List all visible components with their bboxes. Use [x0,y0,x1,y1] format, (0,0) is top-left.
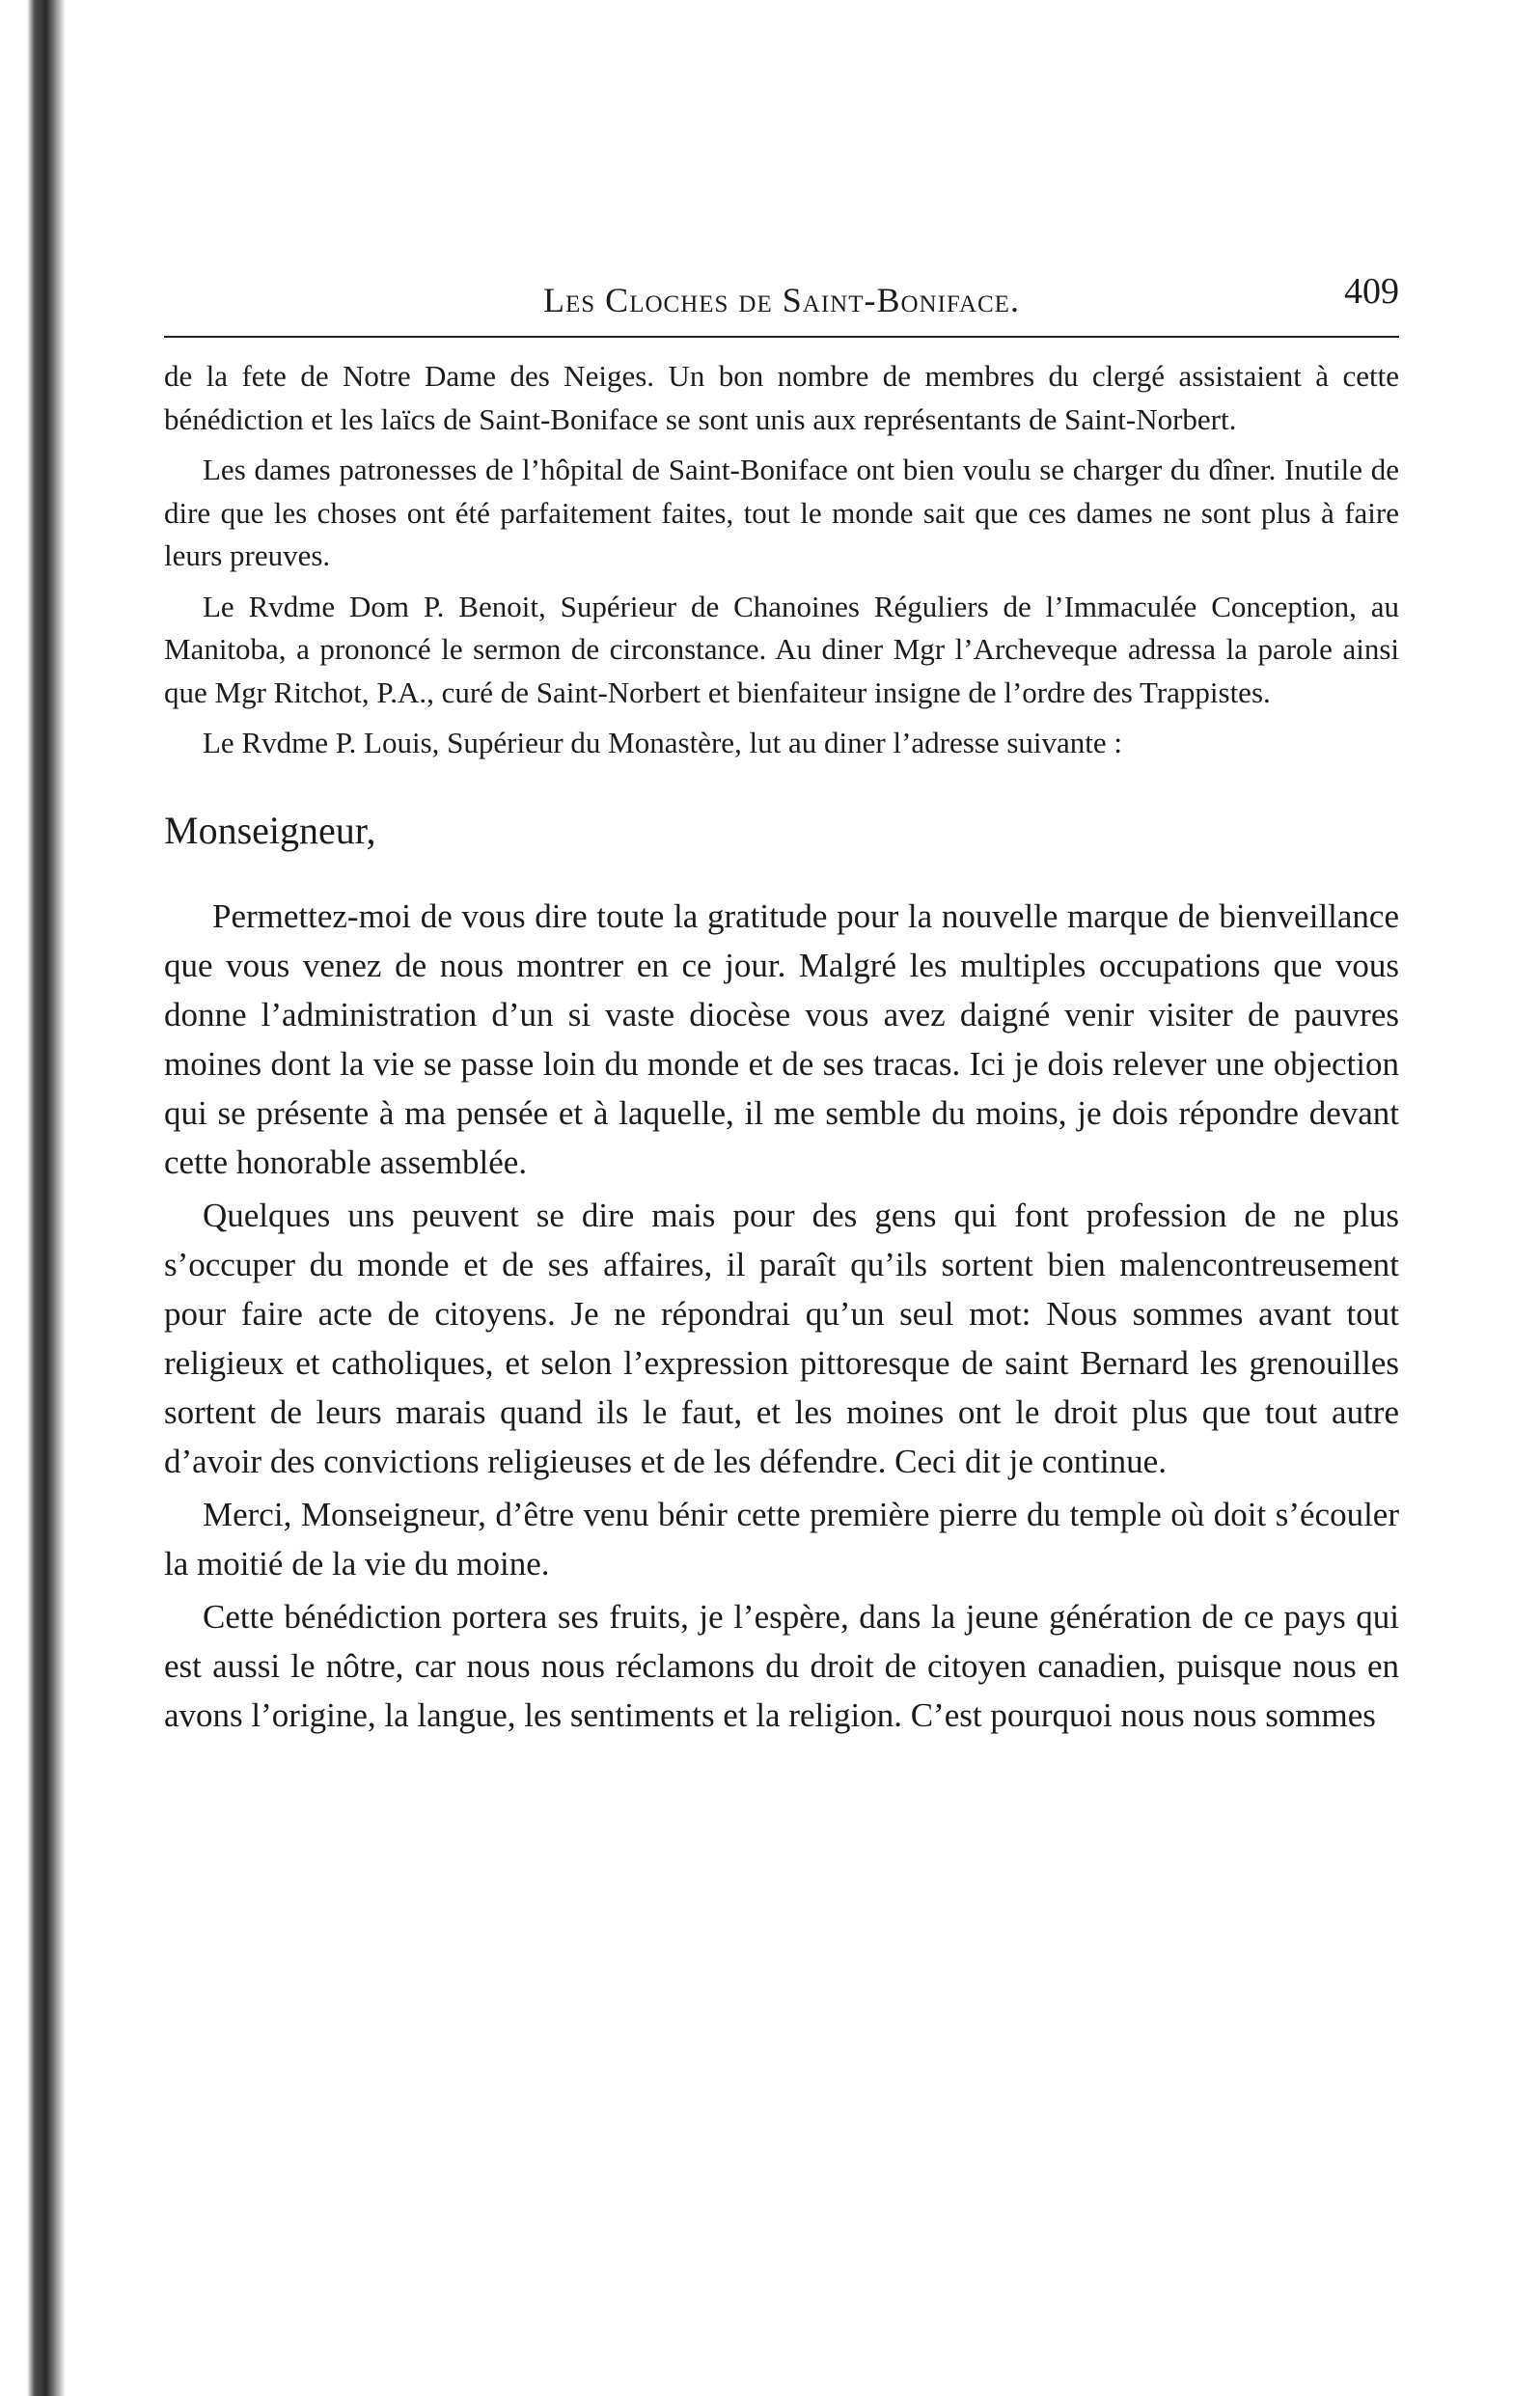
running-title: Les Cloches de Saint-Boniface. [543,281,1020,319]
salutation: Monseigneur, [164,808,376,852]
address-paragraph: Permettez-moi de vous dire toute la gratitude pour la nouvelle marque de bienveillance que vous venez de nous montrer en ce jour. Malgré les multiples occupations que vous donne l’administration d’un si vaste diocèse vous avez daigné venir visiter de pauvres moines dont la vie se passe loin du monde et de ses tracas. Ici je dois relever une objection qui se présente à ma pensée et à laquelle, il me semble du moins, je dois répondre devant cette honorable assemblée. [164,896,1399,1181]
running-head [164,251,1399,328]
intro-paragraph: Les dames patronesses de l’hôpital de Saint-Boniface ont bien voulu se charger du dîner. Inutile de dire que les choses ont été parfaitement faites, tout le monde sait que ces dames ne sont plus à faire leurs preuves. [164,453,1399,572]
book-page [164,251,1399,1744]
intro-paragraph: de la fete de Notre Dame des Neiges. Un bon nombre de membres du clergé assistaient à cette bénédiction et les laïcs de Saint-Boniface se sont unis aux représentants de Saint-Norbert. [164,359,1399,436]
intro-paragraph: Le Rvdme P. Louis, Supérieur du Monastère, lut au diner l’adresse suivante : [203,726,1123,759]
address-text [164,892,1399,1740]
address-paragraph: Merci, Monseigneur, d’être venu bénir cette première pierre du temple où doit s’écouler la moitié de la vie du moine. [164,1495,1399,1583]
intro-paragraph: Le Rvdme Dom P. Benoit, Supérieur de Chanoines Réguliers de l’Immaculée Conception, au Manitoba, a prononcé le sermon de circonstance. Au diner Mgr l’Archeveque adressa la parole ainsi que Mgr Ritchot, P.A., curé de Saint-Norbert et bienfaiteur insigne de l’ordre des Trappistes. [164,589,1399,709]
address-paragraph: Cette bénédiction portera ses fruits, je l’espère, dans la jeune génération de ce pays qui est aussi le nôtre, car nous nous réclamons du droit de citoyen canadien, puisque nous en avons l’origine, la langue, les sentiments et la religion. C’est pourquoi nous nous sommes [164,1597,1399,1734]
page-number: 409 [1344,271,1399,312]
book-binding-edge [0,0,68,2396]
intro-text [164,355,1399,765]
address-paragraph: Quelques uns peuvent se dire mais pour des gens qui font profession de ne plus s’occuper du monde et de ses affaires, il paraît qu’ils sortent bien malencontreusement pour faire acte de citoyens. Je ne répondrai qu’un seul mot: Nous sommes avant tout religieux et catholiques, et selon l’expression pittoresque de saint Bernard les grenouilles sortent de leurs marais quand ils le faut, et les moines ont le droit plus que tout autre d’avoir des convictions religieuses et de les défendre. Ceci dit je continue. [164,1196,1399,1480]
header-rule [164,336,1399,338]
